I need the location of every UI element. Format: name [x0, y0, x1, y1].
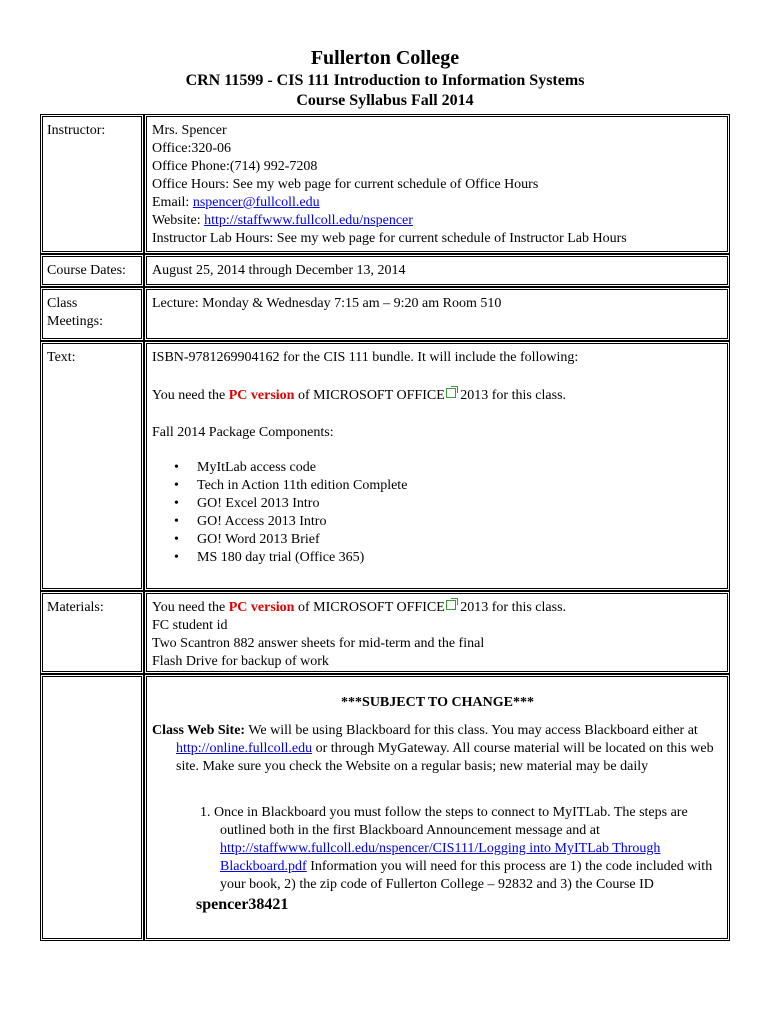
step-text-2: Information you will need for this process are 1) the code included with your book, 2) the zip code of Fullerton College – 92832 and 3) the Course ID: [220, 859, 713, 892]
pc-version-highlight: PC version: [228, 388, 295, 403]
step-number: 1.: [200, 805, 211, 820]
instructor-name: Mrs. Spencer: [152, 123, 227, 138]
text-row: [40, 341, 730, 591]
package-components-list: [152, 459, 723, 567]
class-web-site-label: Class Web Site:: [152, 723, 246, 738]
instructor-label: Instructor:: [47, 123, 106, 138]
materials-row: [40, 591, 730, 674]
instructor-phone: Office Phone:(714) 992-7208: [152, 159, 318, 174]
meetings-label-line2: Meetings:: [47, 314, 103, 329]
instructor-label-cell: [40, 114, 144, 254]
course-title: CRN 11599 - CIS 111 Introduction to Information Systems: [185, 72, 585, 89]
college-title: Fullerton College: [310, 47, 460, 69]
need-suffix: 2013 for this class.: [456, 600, 567, 615]
text-content-cell: [144, 341, 730, 591]
need-prefix: You need the: [152, 388, 229, 403]
web-site-text-2: or through MyGateway. All course material will be located on this web site. Make sure you check the Website on a regular basis; new material may be daily: [176, 741, 714, 774]
text-label-cell: [40, 341, 144, 591]
external-link-icon[interactable]: [446, 600, 456, 610]
meetings-row: [40, 287, 730, 341]
step-1-paragraph: [176, 804, 723, 894]
materials-need-line: [152, 599, 723, 617]
list-item: • MS 180 day trial (Office 365): [152, 549, 723, 567]
instructor-office: Office:320-06: [152, 141, 232, 156]
materials-label-cell: [40, 591, 144, 674]
need-prefix: You need the: [152, 600, 229, 615]
instructor-hours: Office Hours: See my web page for current schedule of Office Hours: [152, 177, 539, 192]
instructor-row: [40, 114, 730, 254]
materials-content-cell: [144, 591, 730, 674]
subject-to-change: ***SUBJECT TO CHANGE***: [341, 695, 534, 710]
list-item: • GO! Word 2013 Brief: [152, 531, 723, 549]
need-middle: of MICROSOFT OFFICE: [294, 388, 445, 403]
email-prefix: Email:: [152, 195, 193, 210]
instructor-content-cell: [144, 114, 730, 254]
web-site-text-1: We will be using Blackboard for this class. You may access Blackboard either at: [245, 723, 698, 738]
pc-version-highlight: PC version: [228, 600, 295, 615]
instructor-email-line: [152, 194, 723, 212]
material-item: Flash Drive for backup of work: [152, 654, 329, 669]
instructor-website-line: [152, 212, 723, 230]
dates-value: August 25, 2014 through December 13, 2014: [152, 263, 406, 278]
syllabus-title: Course Syllabus Fall 2014: [296, 92, 474, 109]
meetings-label: [47, 295, 103, 331]
external-link-icon[interactable]: [446, 388, 456, 398]
dates-label: Course Dates:: [47, 263, 126, 278]
step-text-1: Once in Blackboard you must follow the steps to connect to MyITLab. The steps are outlined both in the first Blackboard Announcement message and at: [214, 805, 688, 838]
materials-label: Materials:: [47, 600, 104, 615]
blackboard-link[interactable]: http://online.fullcoll.edu: [176, 741, 313, 756]
email-link[interactable]: nspencer@fullcoll.edu: [192, 195, 320, 210]
meetings-label-line1: Class: [47, 296, 78, 311]
text-need-line: [152, 387, 723, 405]
list-item: • GO! Access 2013 Intro: [152, 513, 723, 531]
dates-row: [40, 254, 730, 287]
notes-label-cell: [40, 674, 144, 941]
dates-label-cell: [40, 254, 144, 287]
material-item: Two Scantron 882 answer sheets for mid-term and the final: [152, 636, 485, 651]
syllabus-table: [40, 114, 730, 941]
material-item: FC student id: [152, 618, 228, 633]
isbn-line: ISBN-9781269904162 for the CIS 111 bundle. It will include the following:: [152, 350, 579, 365]
meetings-label-cell: [40, 287, 144, 341]
list-item: • GO! Excel 2013 Intro: [152, 495, 723, 513]
list-item: • MyItLab access code: [152, 459, 723, 477]
meetings-value: Lecture: Monday & Wednesday 7:15 am – 9:20 am Room 510: [152, 296, 502, 311]
instructor-lab-hours: Instructor Lab Hours: See my web page for current schedule of Instructor Lab Hours: [152, 231, 627, 246]
course-id: spencer38421: [196, 896, 289, 913]
meetings-content-cell: [144, 287, 730, 341]
need-suffix: 2013 for this class.: [456, 388, 567, 403]
notes-row: [40, 674, 730, 941]
mylab-instructions-link[interactable]: http://staffwww.fullcoll.edu/nspencer/CIS111/Logging into MyITLab Through Blackboard.pdf: [220, 841, 661, 874]
list-item: • Tech in Action 11th edition Complete: [152, 477, 723, 495]
website-link[interactable]: http://staffwww.fullcoll.edu/nspencer: [204, 213, 413, 228]
dates-content-cell: [144, 254, 730, 287]
notes-content-cell: [144, 674, 730, 941]
package-title: Fall 2014 Package Components:: [152, 425, 334, 440]
website-prefix: Website:: [152, 213, 205, 228]
class-web-site-paragraph: [152, 722, 723, 776]
need-middle: of MICROSOFT OFFICE: [294, 600, 445, 615]
text-label: Text:: [47, 350, 76, 365]
